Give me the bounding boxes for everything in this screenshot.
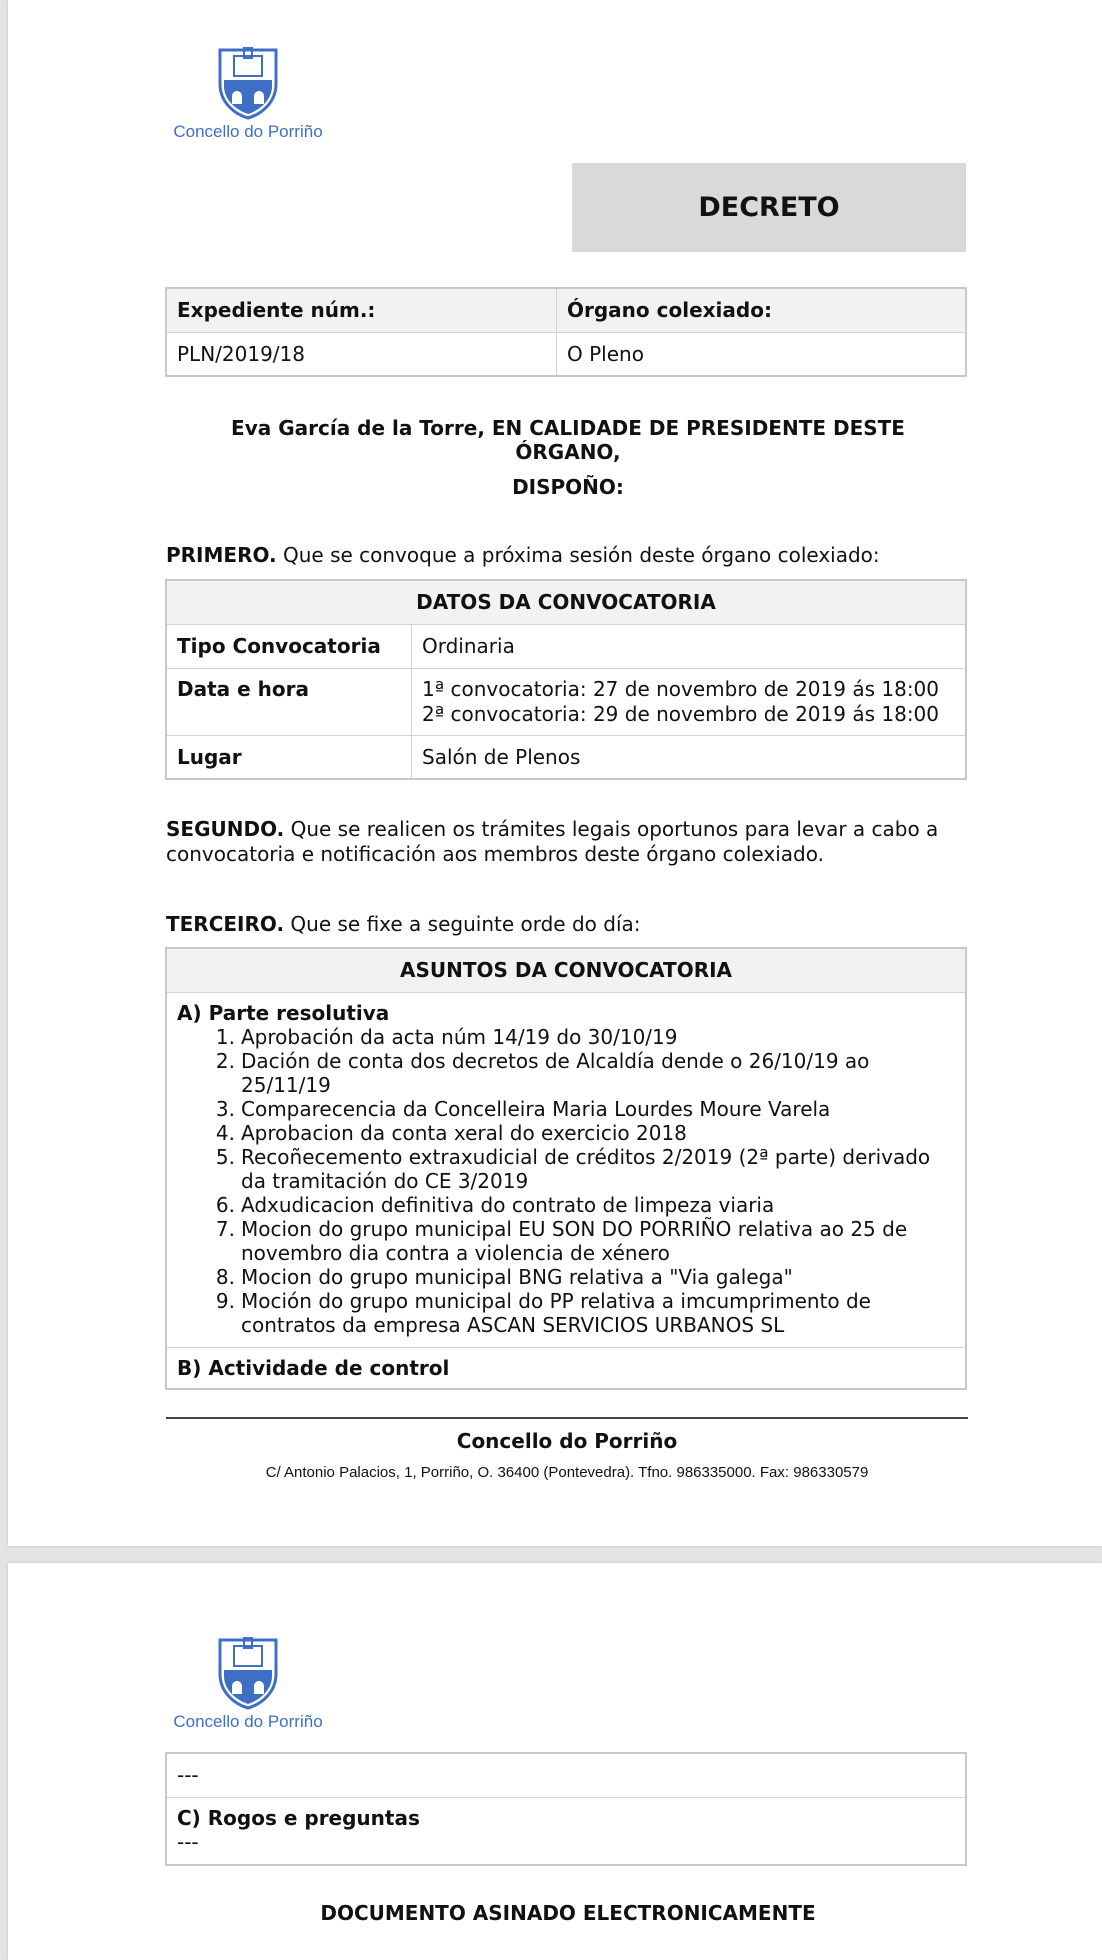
agenda-item-text: Comparecencia da Concelleira Maria Lourdes Moure Varela: [241, 1096, 831, 1121]
asuntos-title: ASUNTOS DA CONVOCATORIA: [166, 948, 966, 992]
convocatoria-title: DATOS DA CONVOCATORIA: [166, 580, 966, 624]
agenda-item-number: 7.: [215, 1216, 235, 1241]
agenda-item-text: Aprobacion da conta xeral do exercicio 2018: [241, 1120, 687, 1145]
agenda-item: [215, 1120, 955, 1145]
agenda-item-number: 1.: [215, 1024, 235, 1049]
primero-text: Que se convoque a próxima sesión deste órgano colexiado:: [276, 543, 880, 567]
convocatoria-place-label: Lugar: [166, 735, 412, 779]
convocatoria-table: [165, 579, 967, 780]
agenda-item-text: Moción do grupo municipal do PP relativa a imcumprimento de contratos da empresa ASCAN SERVICIOS URBANOS SL: [241, 1288, 871, 1337]
agenda-item-number: 2.: [215, 1048, 235, 1073]
footer-title: Concello do Porriño: [456, 1429, 678, 1453]
asuntos-continuation-table: [165, 1752, 967, 1866]
section-c-dash: ---: [177, 1829, 199, 1854]
body-header: Órgano colexiado:: [557, 288, 967, 332]
second-call: 2ª convocatoria: 29 de novembro de 2019 ás 18:00: [422, 701, 940, 726]
agenda-item-number: 8.: [215, 1264, 235, 1289]
document-page-2: [8, 1563, 1102, 1960]
concello-logo: [168, 1630, 328, 1732]
logo-text: Concello do Porriño: [173, 122, 323, 141]
asuntos-section-b-row: [166, 1347, 966, 1389]
convocatoria-title-row: [166, 580, 966, 624]
convocatoria-date-value: [412, 668, 967, 735]
footer-address: C/ Antonio Palacios, 1, Porriño, O. 36400 (Pontevedra). Tfno. 986335000. Fax: 986330579: [265, 1464, 869, 1481]
asuntos-title-row: [166, 948, 966, 992]
agenda-item-text: Dación de conta dos decretos de Alcaldía dende o 26/10/19 ao 25/11/19: [241, 1048, 870, 1097]
agenda-list: [177, 1025, 955, 1337]
agenda-item-number: 5.: [215, 1144, 235, 1169]
coat-of-arms-icon: [214, 40, 282, 120]
convocatoria-type-value: Ordinaria: [412, 624, 967, 668]
convocatoria-type-label: Tipo Convocatoria: [166, 624, 412, 668]
section-b-heading: B) Actividade de control: [166, 1347, 966, 1389]
continuation-row: [166, 1753, 966, 1797]
segundo-text: Que se realicen os trámites legais oportunos para levar a cabo a convocatoria e notificación aos membros deste órgano colexiado.: [166, 817, 939, 866]
primero-paragraph: [166, 543, 966, 568]
asuntos-section-a-row: [166, 992, 966, 1347]
document-page-1: [8, 0, 1102, 1546]
body-value: O Pleno: [557, 332, 967, 376]
signed-notice: DOCUMENTO ASINADO ELECTRONICAMENTE: [320, 1901, 816, 1925]
convocatoria-row: [166, 668, 966, 735]
agenda-item: [215, 1024, 955, 1049]
agenda-item: [215, 1096, 955, 1121]
terceiro-text: Que se fixe a seguinte orde do día:: [284, 912, 641, 936]
coat-of-arms-icon: [214, 1630, 282, 1710]
file-info-value-row: [166, 332, 966, 376]
agenda-item-number: 4.: [215, 1120, 235, 1145]
dispono-heading: DISPOÑO:: [512, 475, 624, 499]
primero-label: PRIMERO.: [166, 543, 277, 567]
convocatoria-place-value: Salón de Plenos: [412, 735, 967, 779]
agenda-item-text: Mocion do grupo municipal BNG relativa a "Via galega": [241, 1264, 793, 1289]
asuntos-table: [165, 947, 967, 1390]
concello-logo: [168, 40, 328, 142]
segundo-paragraph: [166, 817, 966, 867]
issuer-statement: Eva García de la Torre, EN CALIDADE DE PRESIDENTE DESTE ÓRGANO,: [231, 416, 905, 464]
section-c-cell: [166, 1797, 966, 1865]
agenda-item: [215, 1216, 955, 1265]
agenda-item-text: Aprobación da acta núm 14/19 do 30/10/19: [241, 1024, 678, 1049]
terceiro-paragraph: [166, 912, 966, 937]
agenda-item-text: Mocion do grupo municipal EU SON DO PORRIÑO relativa ao 25 de novembro dia contra a violencia de xénero: [241, 1216, 908, 1265]
asuntos-section-a-cell: [166, 992, 966, 1347]
file-info-header-row: [166, 288, 966, 332]
file-number-value: PLN/2019/18: [166, 332, 557, 376]
convocatoria-row: [166, 735, 966, 779]
agenda-item: [215, 1048, 955, 1097]
convocatoria-row: [166, 624, 966, 668]
agenda-item: [215, 1144, 955, 1193]
first-call: 1ª convocatoria: 27 de novembro de 2019 ás 18:00: [422, 676, 940, 701]
section-c-heading: C) Rogos e preguntas: [177, 1805, 420, 1830]
agenda-item: [215, 1288, 955, 1337]
agenda-item-text: Recoñecemento extraxudicial de créditos 2/2019 (2ª parte) derivado da tramitación do CE 3/2019: [241, 1144, 931, 1193]
file-info-table: [165, 287, 967, 377]
agenda-item-number: 9.: [215, 1288, 235, 1313]
segundo-label: SEGUNDO.: [166, 817, 285, 841]
agenda-item-number: 6.: [215, 1192, 235, 1217]
continuation-dash: ---: [166, 1753, 966, 1797]
agenda-item: [215, 1264, 955, 1289]
terceiro-label: TERCEIRO.: [166, 912, 285, 936]
decree-title: DECRETO: [572, 163, 966, 252]
section-c-row: [166, 1797, 966, 1865]
agenda-item: [215, 1192, 955, 1217]
agenda-item-text: Adxudicacion definitiva do contrato de limpeza viaria: [241, 1192, 775, 1217]
agenda-item-number: 3.: [215, 1096, 235, 1121]
section-a-heading: A) Parte resolutiva: [177, 1000, 390, 1025]
file-number-header: Expediente núm.:: [166, 288, 557, 332]
convocatoria-date-label: Data e hora: [166, 668, 412, 735]
footer-divider: [166, 1417, 968, 1419]
logo-text: Concello do Porriño: [173, 1712, 323, 1731]
